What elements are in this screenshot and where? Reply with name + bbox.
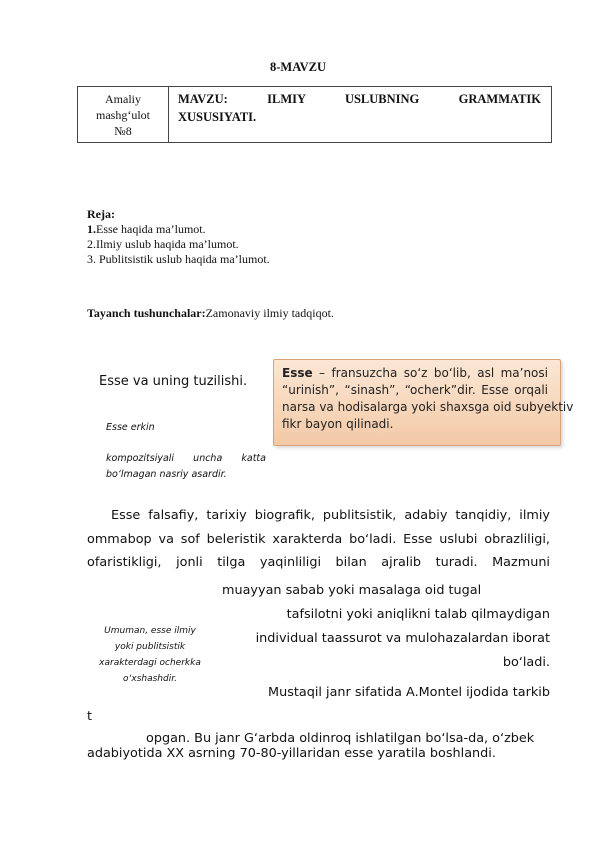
key-terms (87, 306, 334, 321)
definition-box (273, 359, 574, 446)
topic-word: GRAMMATIK (458, 92, 542, 106)
lesson-plan (87, 207, 270, 267)
side-note-line: o‘xshashdir. (123, 674, 177, 684)
plan-heading: Reja: (87, 207, 115, 221)
lesson-type-line: Amaliy (105, 92, 141, 106)
side-note-word: kompozitsiyali (106, 453, 175, 464)
lesson-type-line: mashg‘ulot (96, 108, 150, 122)
topic-word: ILMIY (267, 92, 306, 106)
plan-item-2: 2.Ilmiy uslub haqida ma’lumot. (87, 237, 239, 251)
side-note-line: Umuman, esse ilmiy (104, 626, 196, 636)
lesson-type-cell (78, 87, 169, 143)
side-note-line: xarakterdagi ocherkka (99, 658, 201, 668)
key-terms-text: Zamonaviy ilmiy tadqiqot. (205, 306, 334, 320)
topic-word: MAVZU: (178, 92, 228, 106)
definition-line-2: “urinish”, “sinash”, “ocherk”dir. Esse orqali (282, 383, 548, 397)
paragraph-line: ommabop va sof beleristik xarakterda bo‘ladi. Esse uslubi obrazliligi, (87, 531, 550, 547)
definition-text: – fransuzcha so‘z bo‘lib, asl ma’nosi (312, 366, 548, 380)
paragraph-line: t (87, 709, 93, 724)
paragraph-line: ofaristikligi, jonli tilga yaqinliligi bilan ajralib turadi. Mazmuni (87, 555, 550, 570)
side-note-line (106, 453, 266, 464)
side-note-line: yoki publitsistik (114, 642, 186, 652)
paragraph-line: adabiyotida XX asrning 70-80-yillaridan esse yaratila boshlandi. (87, 746, 496, 761)
topic-header-table (77, 86, 552, 143)
plan-item-3: 3. Publitsistik uslub haqida ma’lumot. (87, 252, 270, 266)
definition-line-3: narsa va hodisalarga yoki shaxsga oid subyektiv (282, 400, 574, 414)
body-paragraph (87, 504, 550, 575)
side-note-2 (92, 623, 208, 687)
topic-title-line-1 (178, 90, 541, 108)
side-note-justified (106, 453, 266, 464)
section-heading: Esse va uning tuzilishi. (99, 374, 248, 389)
side-note-word: uncha (193, 453, 223, 464)
plan-item-1 (87, 222, 270, 237)
plan-item-number: 1. (87, 222, 96, 236)
paragraph-line: Mustaqil janr sifatida A.Montel ijodida tarkib (268, 685, 550, 700)
topic-title-line-2: XUSUSIYATI. (178, 110, 257, 124)
topic-word: USLUBNING (344, 92, 420, 106)
page-title: 8-MAVZU (269, 60, 327, 74)
paragraph-line: bo‘ladi. (502, 655, 550, 670)
key-terms-label: Tayanch tushunchalar: (87, 306, 206, 320)
paragraph-line: individual taassurot va mulohazalardan iborat (255, 631, 550, 646)
definition-line-4: fikr bayon qilinadi. (282, 417, 394, 431)
topic-title-cell (169, 87, 552, 143)
definition-term: Esse (282, 366, 313, 380)
lesson-number: №8 (114, 124, 132, 138)
definition-line-1 (282, 365, 548, 382)
paragraph-line: muayyan sabab yoki masalaga oid tugal (222, 583, 482, 598)
paragraph-line: opgan. Bu janr G‘arbda oldinroq ishlatilgan bo‘lsa-da, o‘zbek (146, 731, 535, 746)
paragraph-line: tafsilotni yoki aniqlikni talab qilmaydigan (286, 607, 550, 622)
side-note-word: katta (241, 453, 266, 464)
plan-item-text: Esse haqida ma’lumot. (96, 222, 206, 236)
side-note-line: Esse erkin (106, 422, 155, 433)
side-note-line: bo‘lmagan nasriy asardir. (106, 469, 227, 480)
paragraph-line: Esse falsafiy, tarixiy biografik, publitsistik, adabiy tanqidiy, ilmiy (111, 508, 550, 523)
